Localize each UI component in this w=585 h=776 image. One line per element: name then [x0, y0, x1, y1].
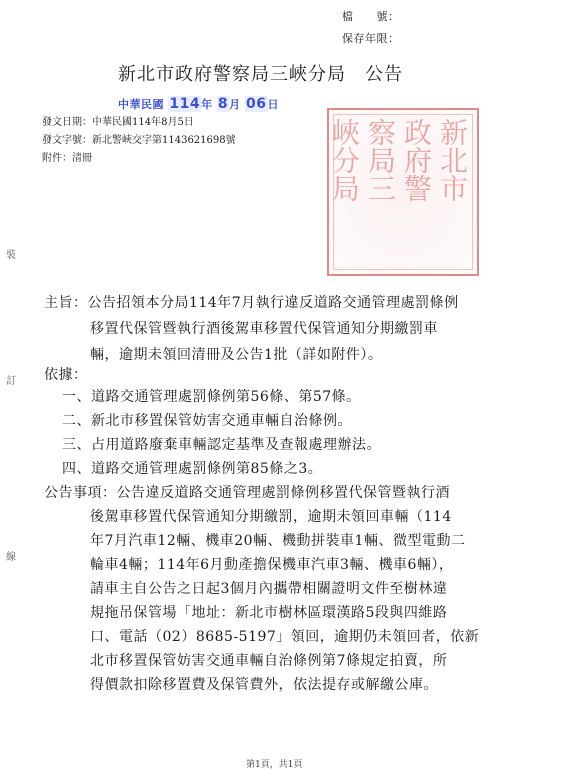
document-number: 發文字號：新北警峽交字第1143621698號 — [42, 135, 236, 146]
seal-column-2: 政府警 — [400, 118, 433, 202]
stamp-year: 114 — [169, 96, 201, 112]
notice-line-4: 輪車4輛；114年6月動產擔保機車汽車3輛、機車6輛）， — [90, 557, 454, 573]
binding-mark-zhuang: 裝 — [6, 250, 16, 261]
stamp-prefix: 中華民國 — [118, 98, 164, 111]
basis-item-1: 一、道路交通管理處罰條例第56條、第57條。 — [62, 389, 361, 405]
issue-date: 發文日期：中華民國114年8月5日 — [42, 117, 194, 128]
stamp-day-unit: 日 — [267, 98, 279, 111]
seal-column-4: 峽分局 — [328, 118, 361, 202]
notice-line-5: 請車主自公告之日起3個月內攜帶相關證明文件至樹林違 — [90, 581, 448, 597]
notice-line-1: 公告事項：公告違反道路交通管理處罰條例移置代保管暨執行酒 — [44, 485, 450, 501]
notice-line-6: 規拖吊保管場「地址：新北市樹林區環漢路5段與四維路 — [90, 605, 448, 621]
file-number-label: 檔 號： — [342, 10, 400, 23]
notice-line-3: 年7月汽車12輛、機車20輛、機動拼裝車1輛、微型電動二 — [90, 533, 466, 549]
binding-mark-ding: 訂 — [6, 376, 16, 387]
page-number-footer: 第1頁，共1頁 — [246, 760, 303, 770]
subject-line-2: 移置代保管暨執行酒後駕車移置代保管通知分期繳罰車 — [90, 321, 438, 337]
subject-line-3: 輛，逾期未領回清冊及公告1批（詳如附件）。 — [90, 347, 383, 363]
notice-line-7: 口、電話（02）8685-5197」領回，逾期仍未領回者，依新 — [90, 629, 480, 645]
stamp-month-unit: 月 — [229, 98, 241, 111]
binding-mark-xian: 線 — [6, 552, 16, 563]
basis-item-3: 三、占用道路廢棄車輛認定基準及查報處理辦法。 — [62, 437, 381, 453]
subject-line-1: 主旨：公告招領本分局114年7月執行違反道路交通管理處罰條例 — [44, 295, 459, 311]
official-seal-stamp — [327, 108, 479, 276]
seal-column-3: 察局三 — [364, 118, 397, 202]
document-title: 新北市政府警察局三峽分局 公告 — [118, 64, 403, 85]
basis-item-4: 四、道路交通管理處罰條例第85條之3。 — [62, 461, 323, 477]
stamp-day: 06 — [246, 96, 267, 112]
basis-item-2: 二、新北市移置保管妨害交通車輛自治條例。 — [62, 413, 352, 429]
notice-line-9: 得價款扣除移置費及保管費外，依法提存或解繳公庫。 — [90, 677, 438, 693]
stamp-year-unit: 年 — [201, 98, 213, 111]
seal-column-1: 新北市 — [436, 118, 469, 202]
basis-heading: 依據： — [44, 367, 88, 383]
attachment-label: 附件：清冊 — [42, 153, 92, 164]
notice-line-2: 後駕車移置代保管通知分期繳罰，逾期未領回車輛（114 — [90, 509, 452, 525]
received-date-stamp — [118, 96, 279, 112]
stamp-month: 8 — [217, 96, 229, 112]
retention-period-label: 保存年限： — [342, 32, 400, 45]
notice-line-8: 北市移置保管妨害交通車輛自治條例第7條規定拍賣，所 — [90, 653, 448, 669]
